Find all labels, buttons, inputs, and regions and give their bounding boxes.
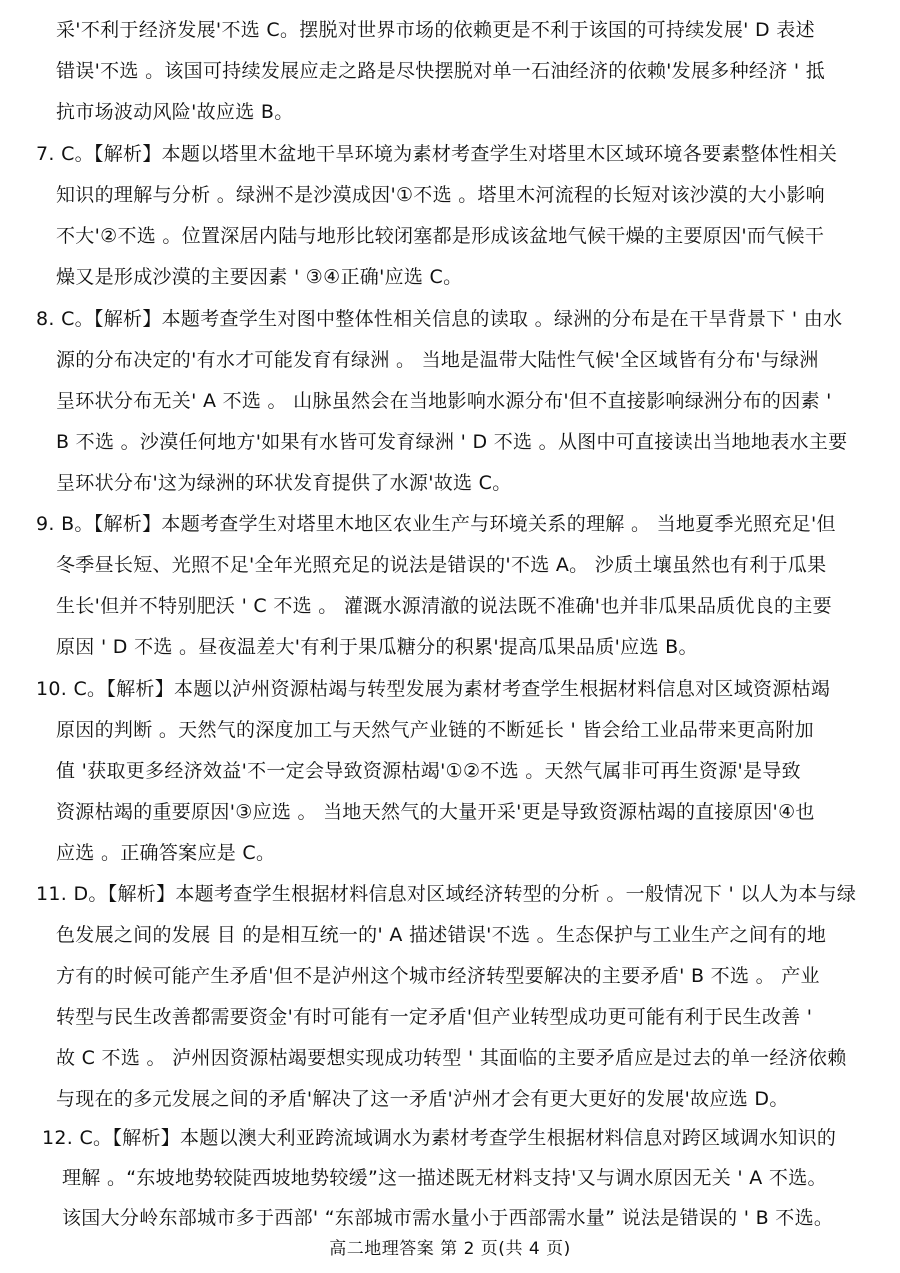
text-line: 燥又是形成沙漠的主要因素 ' ③④正确'应选 C。: [56, 266, 463, 288]
text-line: 转型与民生改善都需要资金'有时可能有一定矛盾'但产业转型成功更可能有利于民生改善 ': [56, 1006, 813, 1028]
text-line: 11. D。【解析】本题考查学生根据材料信息对区域经济转型的分析 。一般情况下 ' 以人为本与绿: [36, 883, 857, 905]
text-line: 抗市场波动风险'故应选 B。: [56, 101, 294, 123]
text-line: 不大'②不选 。位置深居内陆与地形比较闭塞都是形成该盆地气候干燥的主要原因'而气候干: [56, 225, 825, 247]
text-line: 10. C。【解析】本题以泸州资源枯竭与转型发展为素材考查学生根据材料信息对区域资源枯竭: [36, 678, 831, 700]
text-line: 原因的判断 。天然气的深度加工与天然气产业链的不断延长 ' 皆会给工业品带来更高附加: [56, 719, 814, 741]
text-line: 呈环状分布无关' A 不选 。 山脉虽然会在当地影响水源分布'但不直接影响绿洲分布的因素 ': [56, 390, 832, 412]
text-line: 值 '获取更多经济效益'不一定会导致资源枯竭'①②不选 。天然气属非可再生资源'是导致: [56, 760, 801, 782]
text-line: 应选 。正确答案应是 C。: [56, 842, 276, 864]
text-line: 方有的时候可能产生矛盾'但不是泸州这个城市经济转型要解决的主要矛盾' B 不选 。 产业: [56, 965, 820, 987]
text-line: 色发展之间的发展 目 的是相互统一的' A 描述错误'不选 。生态保护与工业生产之间有的地: [56, 924, 827, 946]
text-line: 生长'但并不特别肥沃 ' C 不选 。 灌溉水源清澈的说法既不准确'也并非瓜果品质优良的主要: [56, 595, 832, 617]
text-line: 理解 。“东坡地势较陡西坡地势较缓”这一描述既无材料支持'又与调水原因无关 ' A 不选。: [62, 1167, 827, 1189]
text-line: 资源枯竭的重要原因'③应选 。 当地天然气的大量开采'更是导致资源枯竭的直接原因'④也: [56, 801, 815, 823]
page-footer: 高二地理答案 第 2 页(共 4 页): [329, 1239, 571, 1259]
text-line: 源的分布决定的'有水才可能发育有绿洲 。 当地是温带大陆性气候'全区域皆有分布'与绿洲: [56, 349, 819, 371]
text-line: 8. C。【解析】本题考查学生对图中整体性相关信息的读取 。绿洲的分布是在干旱背景下 ' 由水: [36, 308, 843, 330]
text-line: 与现在的多元发展之间的矛盾'解决了这一矛盾'泸州才会有更大更好的发展'故应选 D。: [56, 1088, 789, 1110]
text-line: 12. C。【解析】本题以澳大利亚跨流域调水为素材考查学生根据材料信息对跨区域调水知识的: [42, 1127, 837, 1149]
text-line: 采'不利于经济发展'不选 C。摆脱对世界市场的依赖更是不利于该国的可持续发展' D 表述: [56, 19, 815, 41]
text-line: 7. C。【解析】本题以塔里木盆地干旱环境为素材考查学生对塔里木区域环境各要素整体性相关: [36, 143, 838, 165]
text-line: 9. B。【解析】本题考查学生对塔里木地区农业生产与环境关系的理解 。 当地夏季光照充足'但: [36, 513, 836, 535]
text-line: 冬季昼长短、光照不足'全年光照充足的说法是错误的'不选 A。 沙质土壤虽然也有利于瓜果: [56, 554, 827, 576]
text-line: 故 C 不选 。 泸州因资源枯竭要想实现成功转型 ' 其面临的主要矛盾应是过去的单一经济依赖: [56, 1047, 847, 1069]
text-line: 呈环状分布'这为绿洲的环状发育提供了水源'故选 C。: [56, 472, 512, 494]
text-line: 错误'不选 。该国可持续发展应走之路是尽快摆脱对单一石油经济的依赖'发展多种经济 ' 抵: [56, 60, 825, 82]
text-line: B 不选 。沙漠任何地方'如果有水皆可发育绿洲 ' D 不选 。从图中可直接读出当地地表水主要: [56, 431, 848, 453]
text-line: 该国大分岭东部城市多于西部' “东部城市需水量小于西部需水量” 说法是错误的 ' B 不选。: [62, 1207, 834, 1229]
text-line: 原因 ' D 不选 。昼夜温差大'有利于果瓜糖分的积累'提高瓜果品质'应选 B。: [56, 636, 698, 658]
text-line: 知识的理解与分析 。绿洲不是沙漠成因'①不选 。塔里木河流程的长短对该沙漠的大小影响: [56, 184, 825, 206]
